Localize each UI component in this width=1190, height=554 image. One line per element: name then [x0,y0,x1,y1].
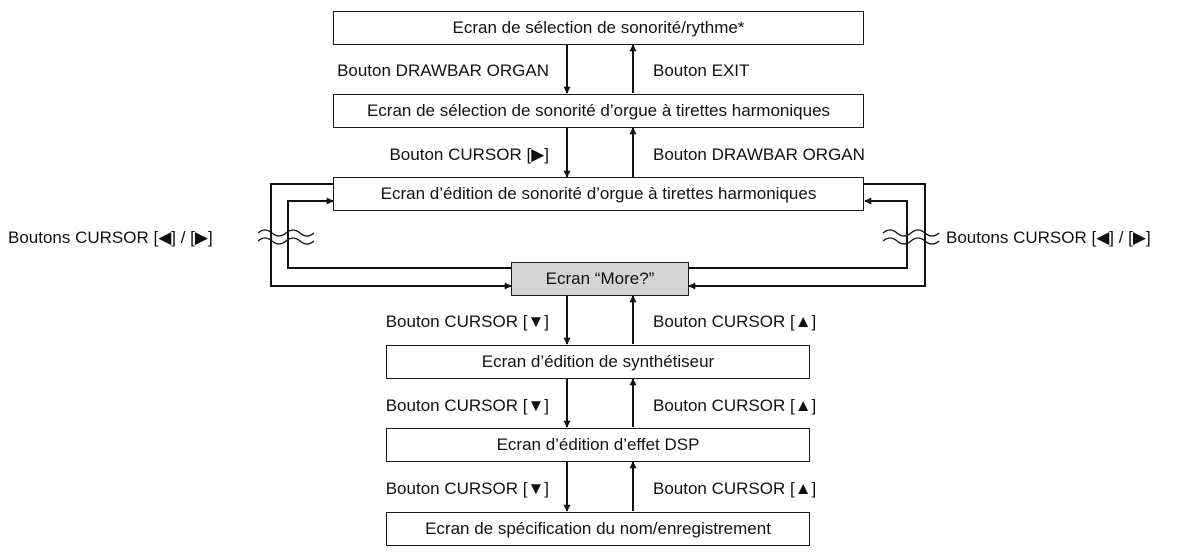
break-mark-left [258,230,314,236]
label-cursor-right-button: Bouton CURSOR [▶] [389,145,549,164]
break-mark-right [883,238,939,244]
box-tone-rhythm-screen: Ecran de sélection de sonorité/rythme* [333,11,864,45]
label-drawbar-organ-button: Bouton DRAWBAR ORGAN [337,61,549,80]
label-cursor-left-right-buttons: Boutons CURSOR [◀] / [▶] [8,228,213,247]
loop-right-inner [689,201,907,268]
label-exit-button: Bouton EXIT [653,61,750,80]
box-more-screen: Ecran “More?” [511,262,689,296]
box-drawbar-select-screen: Ecran de sélection de sonorité d’orgue à tirettes harmoniques [333,94,864,128]
label-cursor-up-button: Bouton CURSOR [▲] [653,479,817,498]
label-cursor-up-button: Bouton CURSOR [▲] [653,396,817,415]
box-drawbar-edit-screen: Ecran d’édition de sonorité d’orgue à tirettes harmoniques [333,177,864,211]
box-name-store-screen: Ecran de spécification du nom/enregistrement [386,512,810,546]
label-cursor-down-button: Bouton CURSOR [▼] [385,396,549,415]
break-mark-left [258,238,314,244]
loop-left-inner [288,201,511,268]
label-cursor-up-button: Bouton CURSOR [▲] [653,312,817,331]
label-cursor-down-button: Bouton CURSOR [▼] [385,312,549,331]
box-synth-edit-screen: Ecran d’édition de synthétiseur [386,345,810,379]
box-dsp-edit-screen: Ecran d’édition d’effet DSP [386,428,810,462]
break-mark-right [883,230,939,236]
label-drawbar-organ-button: Bouton DRAWBAR ORGAN [653,145,865,164]
label-cursor-left-right-buttons: Boutons CURSOR [◀] / [▶] [946,228,1151,247]
label-cursor-down-button: Bouton CURSOR [▼] [385,479,549,498]
